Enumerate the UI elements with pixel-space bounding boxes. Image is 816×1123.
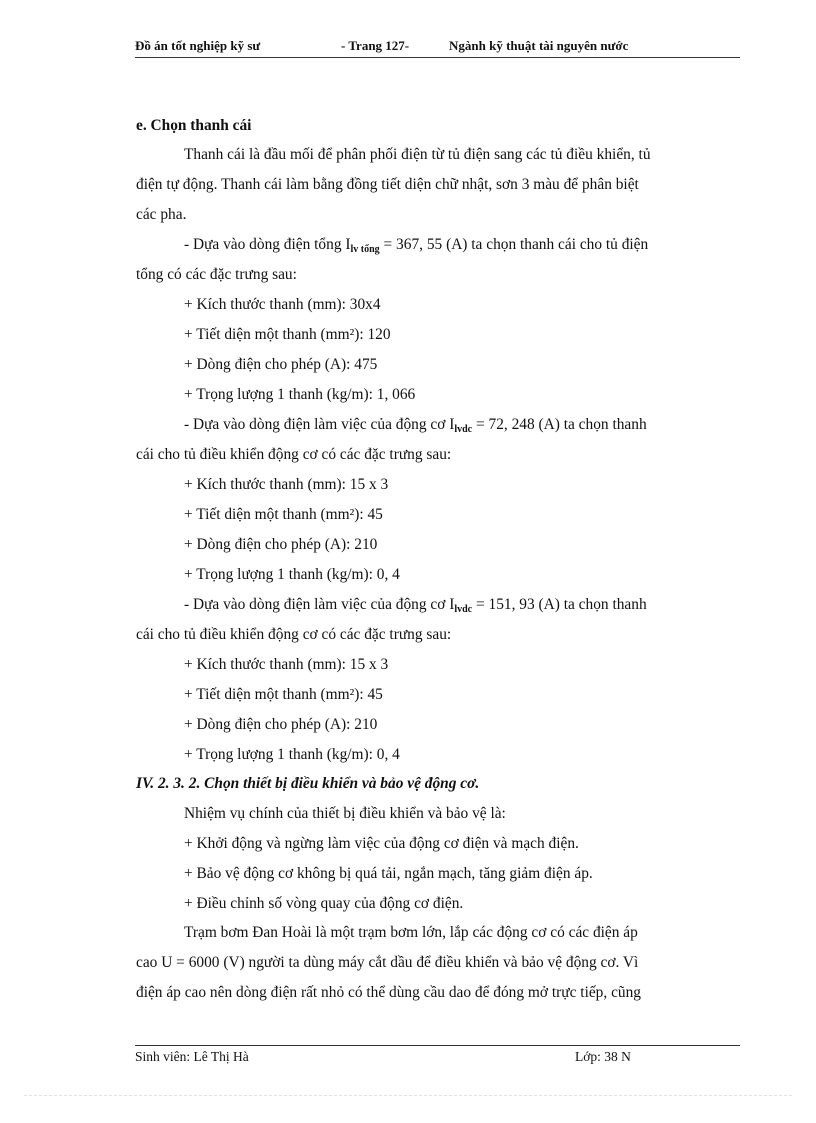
paragraph-line: Nhiệm vụ chính của thiết bị điều khiển và bảo vệ là: [184, 805, 506, 822]
paragraph-line: điện tự động. Thanh cái làm bằng đồng tiết diện chữ nhật, sơn 3 màu để phân biệt [136, 176, 639, 193]
spec-item: + Trọng lượng 1 thanh (kg/m): 0, 4 [184, 566, 400, 583]
section-e-heading: e. Chọn thanh cái [136, 117, 252, 134]
case2-text-end: = 72, 248 (A) ta chọn thanh [472, 416, 647, 433]
paragraph-line: các pha. [136, 206, 187, 223]
page-bottom-divider [24, 1095, 792, 1096]
spec-item: + Tiết diện một thanh (mm²): 45 [184, 506, 383, 523]
case1-subscript: lv tổng [350, 244, 380, 255]
header-major: Ngành kỹ thuật tài nguyên nước [449, 38, 629, 53]
spec-item: + Trọng lượng 1 thanh (kg/m): 0, 4 [184, 746, 400, 763]
spec-item: + Dòng điện cho phép (A): 475 [184, 356, 378, 373]
case3-text: - Dựa vào dòng điện làm việc của động cơ I [184, 596, 455, 613]
footer-rule [135, 1045, 740, 1046]
paragraph-line: cao U = 6000 (V) người ta dùng máy cắt dầu để điều khiển và bảo vệ động cơ. Vì [136, 954, 639, 971]
case2-continuation: cái cho tủ điều khiển động cơ có các đặc trưng sau: [136, 446, 452, 463]
spec-item: + Dòng điện cho phép (A): 210 [184, 536, 378, 553]
spec-item: + Tiết diện một thanh (mm²): 45 [184, 686, 383, 703]
task-item: + Điều chỉnh số vòng quay của động cơ điện. [184, 895, 464, 912]
page-footer [135, 1049, 740, 1067]
case2-subscript: lvdc [454, 424, 473, 435]
case3-subscript: lvdc [454, 604, 473, 615]
case3-line [184, 595, 647, 615]
header-thesis-title: Đồ án tốt nghiệp kỹ sư [135, 38, 261, 53]
header-page-number: - Trang 127- [341, 38, 410, 53]
spec-item: + Trọng lượng 1 thanh (kg/m): 1, 066 [184, 386, 416, 403]
spec-item: + Kích thước thanh (mm): 15 x 3 [184, 476, 389, 493]
task-item: + Khởi động và ngừng làm việc của động cơ điện và mạch điện. [184, 835, 579, 852]
case1-text: - Dựa vào dòng điện tổng I [184, 236, 351, 253]
spec-item: + Kích thước thanh (mm): 30x4 [184, 296, 381, 313]
paragraph-line: điện áp cao nên dòng điện rất nhỏ có thể dùng cầu dao để đóng mở trực tiếp, cũng [136, 984, 641, 1001]
page-header [135, 38, 740, 56]
paragraph-line: Thanh cái là đầu mối để phân phối điện từ tủ điện sang các tủ điều khiển, tủ [184, 146, 651, 163]
footer-class: Lớp: 38 N [575, 1049, 631, 1064]
case2-line [184, 415, 647, 435]
case3-continuation: cái cho tủ điều khiển động cơ có các đặc trưng sau: [136, 626, 452, 643]
spec-item: + Kích thước thanh (mm): 15 x 3 [184, 656, 389, 673]
section-iv-heading: IV. 2. 3. 2. Chọn thiết bị điều khiển và bảo vệ động cơ. [136, 775, 480, 792]
spec-item: + Tiết diện một thanh (mm²): 120 [184, 326, 391, 343]
case1-line [184, 235, 648, 255]
paragraph-line: Trạm bơm Đan Hoài là một trạm bơm lớn, lắp các động cơ có các điện áp [184, 924, 638, 941]
footer-student: Sinh viên: Lê Thị Hà [135, 1049, 249, 1064]
case1-text-end: = 367, 55 (A) ta chọn thanh cái cho tủ điện [379, 236, 649, 253]
spec-item: + Dòng điện cho phép (A): 210 [184, 716, 378, 733]
task-item: + Bảo vệ động cơ không bị quá tải, ngắn mạch, tăng giảm điện áp. [184, 865, 593, 882]
header-rule [135, 57, 740, 58]
case2-text: - Dựa vào dòng điện làm việc của động cơ I [184, 416, 455, 433]
case3-text-end: = 151, 93 (A) ta chọn thanh [472, 596, 647, 613]
case1-continuation: tổng có các đặc trưng sau: [136, 266, 297, 283]
